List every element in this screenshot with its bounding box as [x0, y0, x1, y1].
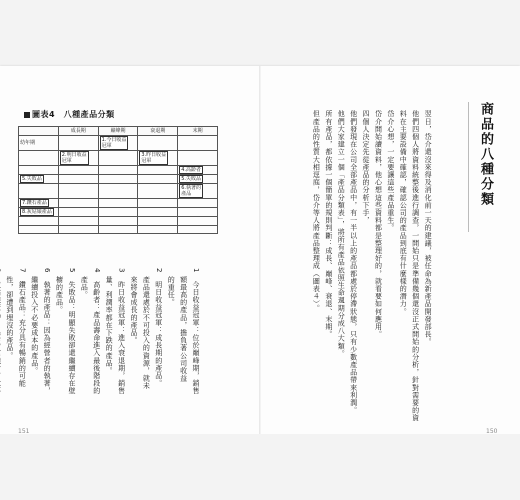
- table-header-cell: [19, 127, 59, 136]
- page-number-right: 150: [486, 428, 498, 435]
- table-cell: [58, 175, 98, 184]
- table-cell: [138, 208, 178, 217]
- table-cell: [98, 166, 138, 175]
- table-header-cell: 末期: [178, 127, 218, 136]
- table-cell: [58, 208, 98, 217]
- table-cell-label: 5.失敗品: [22, 176, 42, 182]
- left-page-body: 1 今日收益冠軍：位於巔峰期，銷售 額最高的產品，擔負著公司收益 的重任。 2 明日收益冠軍：成長期的產品。 產品還處於不可投入的資源，就未 來將會成長的產品。 3 昨日收益冠軍：進入衰退期，銷售 量、利潤率都在下跌的產品。 4 高齡者：產品壽命進入最後階段的 產品。 5 失敗品：明顯失敗卻還繼續存在壁 櫥的產品。 6 執著的產品：因為經營者的執著， 繼續投入不必要成本的產品。 7 鑽石產品：充分具有暢銷的可能 性，卻遭到埋沒的產品。: [5, 268, 200, 395]
- table-cell: [19, 208, 59, 217]
- table-header-cell: 衰退期: [138, 127, 178, 136]
- table-cell: [19, 225, 59, 234]
- table-header-row: [19, 127, 218, 136]
- table-cell: [58, 184, 98, 199]
- table-row: [19, 175, 218, 184]
- table-cell: [178, 217, 218, 226]
- classification-table: [18, 126, 218, 234]
- table-cell: [58, 151, 98, 166]
- table-cell: [98, 184, 138, 199]
- table-cell: [58, 166, 98, 175]
- table-cell: [138, 217, 178, 226]
- table-header-cell: 巔峰期: [98, 127, 138, 136]
- table-cell: [98, 175, 138, 184]
- table-cell: [58, 225, 98, 234]
- table-cell-label: 幼年期: [20, 139, 36, 146]
- table-cell: [178, 175, 218, 184]
- table-cell-label: 4.高齡者: [181, 167, 201, 173]
- table-cell: [98, 217, 138, 226]
- table-cell: [138, 199, 178, 208]
- table-cell: [98, 225, 138, 234]
- table-cell: [178, 166, 218, 175]
- table-row: [19, 136, 218, 151]
- table-cell: [98, 208, 138, 217]
- table-cell: [138, 151, 178, 166]
- table-row: [19, 208, 218, 217]
- table-cell-label: 7.鑽石產品: [22, 200, 47, 206]
- table-cell: [178, 199, 218, 208]
- table-cell: [98, 151, 138, 166]
- table-cell: [19, 184, 59, 199]
- table-cell: [19, 151, 59, 166]
- table-cell: [178, 225, 218, 234]
- table-row: [19, 199, 218, 208]
- table-cell: [138, 225, 178, 234]
- top-margin: [0, 0, 520, 66]
- table-cell: [98, 199, 138, 208]
- table-cell: [58, 217, 98, 226]
- table-cell: [138, 184, 178, 199]
- table-cell-label: 3.昨日收益 冠軍: [141, 152, 167, 164]
- table-cell: [19, 166, 59, 175]
- table-cell: [19, 136, 59, 151]
- table-cell: [138, 166, 178, 175]
- table-cell: [19, 175, 59, 184]
- figure-caption-text: 圖表4 八種產品分類: [32, 110, 115, 119]
- table-cell: [58, 136, 98, 151]
- table-cell: [98, 136, 138, 151]
- table-row: [19, 166, 218, 175]
- table-cell-label: 5.失敗品: [181, 176, 201, 182]
- page-number-left: 151: [18, 428, 30, 435]
- table-cell: [178, 151, 218, 166]
- chapter-title: 商品的八種分類: [478, 102, 493, 207]
- bottom-margin: [0, 434, 520, 500]
- book-gutter: [259, 66, 261, 434]
- table-cell: [19, 199, 59, 208]
- table-cell: [19, 217, 59, 226]
- table-body: [19, 136, 218, 234]
- table-header-cell: 成長期: [58, 127, 98, 136]
- table-cell: [138, 175, 178, 184]
- table-cell-label: 8.灰姑娘產品: [22, 209, 52, 215]
- table-row: [19, 151, 218, 166]
- table-cell-label: 2.明日收益 冠軍: [61, 152, 87, 164]
- table-cell: [138, 136, 178, 151]
- table-cell: [178, 208, 218, 217]
- table-cell: [178, 184, 218, 199]
- table-cell: [58, 199, 98, 208]
- table-cell-label: 6.執著的 產品: [181, 185, 201, 197]
- right-page-body: 翌日，岱介還沒來得及消化前一天的建議，被任命為新產品開發部長。 他們四個人將資料統整後進行調查，一開始只是準備幾個還沒正式開始的分析，針對需要的資料在主要設備中確認，確認公司的產品到底有什麼樣的潛力。 岱介心想，一定要讓這些產品重生。 岱介開始讀資料，他心想這些資料都是整理好的，就看要如何應用。 四個人決定先從產品的分析下手， 他們發現在公司全部產品中，有一半以上的產品都處於停滯狀態，只有少數產品帶來利潤。 他們大家建立一個「產品分類表」，將所有產品依照生命週期分成八大類。 所有產品，都依據一個簡單的規則判斷：成長、巔峰、衰退、末期。 但產品的性質大相逕庭，岱介等人將產品整理成（圖表４）。: [312, 110, 433, 422]
- table-cell: [178, 136, 218, 151]
- table-row: [19, 217, 218, 226]
- title-rule: [468, 102, 469, 232]
- figure-caption: [24, 109, 115, 120]
- caption-marker-icon: [24, 112, 30, 118]
- table-row: [19, 225, 218, 234]
- table-cell-label: 1.今日收益 冠軍: [101, 137, 127, 149]
- table-row: [19, 184, 218, 199]
